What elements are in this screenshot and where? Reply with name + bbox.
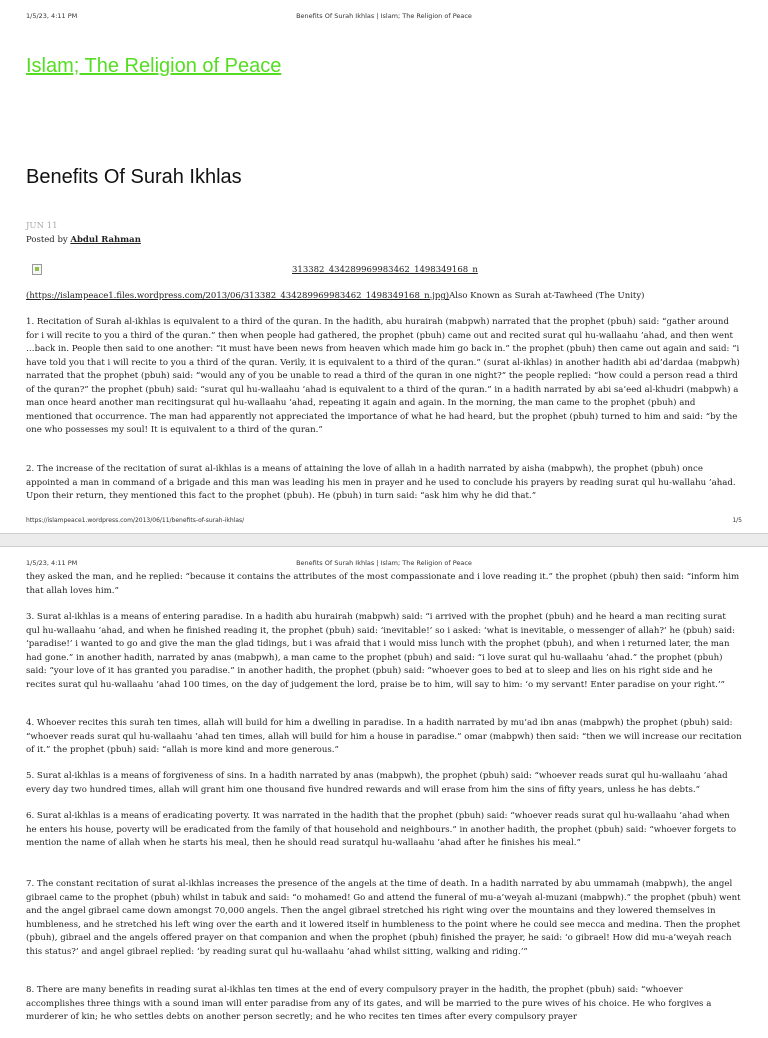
post-image-row (26, 264, 742, 278)
broken-image-icon (32, 264, 42, 275)
page-separator (0, 533, 768, 547)
post-date: JUN 11 (26, 221, 58, 231)
print-date: 1/5/23, 4:11 PM (26, 559, 78, 567)
image-url-link[interactable]: (https://islampeace1.files.wordpress.com/2013/06/313382_434289969983462_1498349168_n.jpg) (26, 291, 450, 301)
author-link[interactable]: Abdul Rahman (70, 235, 141, 245)
print-header (26, 12, 742, 22)
paragraph-5: 5. Surat al-ikhlas is a means of forgiveness of sins. In a hadith narrated by anas (mabpwh), the prophet (pbuh) said: “whoever reads surat qul hu-wallaahu ’ahad every day two hundred times, allah will grant him one thousand five hundred rewards and will erase from him the sins of fifty years, unless he has debts.” (26, 771, 728, 795)
site-title-link[interactable]: Islam; The Religion of Peace (26, 55, 282, 77)
posted-by-label: Posted by (26, 235, 71, 245)
paragraph-3: 3. Surat al-ikhlas is a means of entering paradise. In a hadith abu hurairah (mabpwh) said: “i arrived with the prophet (pbuh) and he heard a man reciting surat qul hu-wallaahu ’ahad, and when he finished reading it, the prophet (pbuh) said: ‘inevitable!’ so i asked: ‘what is inevitable, o messenger of allah?’ he (pbuh) said: ‘paradise!’ i wanted to go and give the man the glad tidings, but i was afraid that i would miss lunch with the prophet (pbuh), and when i returned later, the man had gone.” in another hadith, narrated by anas (mabpwh), a man came to the prophet (pbuh) and said: “i love surat qul hu-wallaahu ’ahad.” the prophet (pbuh) said: “your love of it has granted you paradise.” in another hadith, the prophet (pbuh) said: “whoever goes to bed at to sleep and lies on his right side and he recites surat qul hu-wallaahu ’ahad 100 times, on the day of judgement the lord, praise be to him, will say to him: ‘o my servant! Enter paradise on your right.’” (26, 612, 736, 690)
paragraph-8: 8. There are many benefits in reading surat al-ikhlas ten times at the end of every compulsory prayer in the hadith, the prophet (pbuh) said: “whoever accomplishes three things with a sound iman will enter paradise from any of its gates, and will be married to the pure wives of his choice. He who forgives a murderer of kin; he who settles debts on another person secretly; and he who recites ten times after every compulsory prayer (26, 985, 712, 1022)
print-footer-url: https://islampeace1.wordpress.com/2013/06/11/benefits-of-surah-ikhlas/ (26, 517, 245, 524)
paragraph-1: 1. Recitation of Surah al-ikhlas is equivalent to a third of the quran. In the hadith, abu hurairah (mabpwh) narrated that the prophet (pbuh) said: “gather around for i will recite to you a third of the quran.” then when people had gathered, the prophet (pbuh) came out and recited surat qul hu-wallaahu ’ahad, and then went …back in. People then said to one another: “it must have been news from heaven which made him go back in.” the prophet (pbuh) then came out again and said: “i have told you that i will recite to you a third of the quran. Verily, it is equivalent to a third of the quran.” (surat al-ikhlas) in another hadith abi ad’dardaa (mabpwh) narrated that the prophet (pbuh) said: “would any of you be unable to read a third of the quran in one night?” the people replied: “how could a person read a third of the quran?” the prophet (pbuh) said: “surat qul hu-wallaahu ’ahad is equivalent to a third of the quran.” in a hadith narrated by abi sa’eed al-khudri (mabpwh) a man once heard another man recitingsurat qul hu-wallaahu ’ahad, repeating it again and again. In the morning, the man came to the prophet (pbuh) and mentioned that occurrence. The man had apparently not appreciated the importance of what he had heard, but the prophet (pbuh) turned to him and said: “by the one who possesses my soul! It is equivalent to a third of the quran.” (26, 317, 740, 435)
print-date: 1/5/23, 4:11 PM (26, 12, 78, 20)
print-page-2 (0, 547, 768, 1038)
image-caption: Also Known as Surah at-Tawheed (The Unity) (449, 291, 645, 301)
image-url-line (26, 291, 742, 301)
print-page-title: Benefits Of Surah Ikhlas | Islam; The Religion of Peace (296, 12, 472, 20)
paragraph-2: 2. The increase of the recitation of surat al-ikhlas is a means of attaining the love of allah in a hadith narrated by aisha (mabpwh), the prophet (pbuh) once appointed a man in command of a brigade and this man was leading his men in prayer and he used to conclude his prayers by reading surat qul hu-wallahu ’ahad. Upon their return, they mentioned this fact to the prophet (pbuh). He (pbuh) in turn said: “ask him why he did that.” (26, 464, 736, 501)
print-page-title: Benefits Of Surah Ikhlas | Islam; The Religion of Peace (296, 559, 472, 567)
print-header (26, 559, 742, 569)
image-filename-link[interactable]: 313382_434289969983462_1498349168_n (292, 265, 478, 275)
print-footer (26, 517, 742, 527)
post-title: Benefits Of Surah Ikhlas (26, 166, 242, 188)
paragraph-4: 4. Whoever recites this surah ten times, allah will build for him a dwelling in paradise. In a hadith narrated by mu’ad ibn anas (mabpwh) the prophet (pbuh) said: “whoever reads surat qul hu-wallaahu ’ahad ten times, allah will build for him a house in paradise.” omar (mabpwh) then said: “then we will increase our recitation of it.” the prophet (pbuh) said: “allah is more kind and more generous.” (26, 718, 742, 755)
posted-by (26, 235, 141, 245)
paragraph-7: 7. The constant recitation of surat al-ikhlas increases the presence of the angels at the time of death. In a hadith narrated by abu ummamah (mabpwh), the angel gibrael came to the prophet (pbuh) whilst in tabuk and said: “o mohamed! Go and attend the funeral of mu-a’weyah al-muzani (mabpwh).” the prophet (pbuh) went and the angel gibrael came down amongst 70,000 angels. Then the angel gibrael stretched his right wing over the mountains and they lowered themselves in humbleness, and he stretched his left wing over the earth and it lowered itself in humbleness to the point where he could see mecca and medina. Then the prophet (pbuh), gibrael and the angels offered prayer on that companion and when the prophet (pbuh) finished the prayer, he said: ‘o gibrael! How did mu-a’weyah reach this status?’ and angel gibrael replied: ‘by reading surat qul hu-wallaahu ’ahad whilst sitting, walking and riding.’” (26, 879, 741, 957)
paragraph-6: 6. Surat al-ikhlas is a means of eradicating poverty. It was narrated in the hadith that the prophet (pbuh) said: “whoever reads surat qul hu-wallaahu ’ahad when he enters his house, poverty will be eradicated from the family of that household and neighbours.” in another hadith, the prophet (pbuh) said: “whoever forgets to mention the name of allah when he starts his meal, then he should read suratqul hu-wallaahu ’ahad after he finishes his meal.” (26, 811, 736, 848)
paragraph-2-continued: they asked the man, and he replied: “because it contains the attributes of the most compassionate and i love reading it.” the prophet (pbuh) then said: “inform him that allah loves him.” (26, 572, 740, 596)
print-page-number: 1/5 (732, 517, 742, 524)
